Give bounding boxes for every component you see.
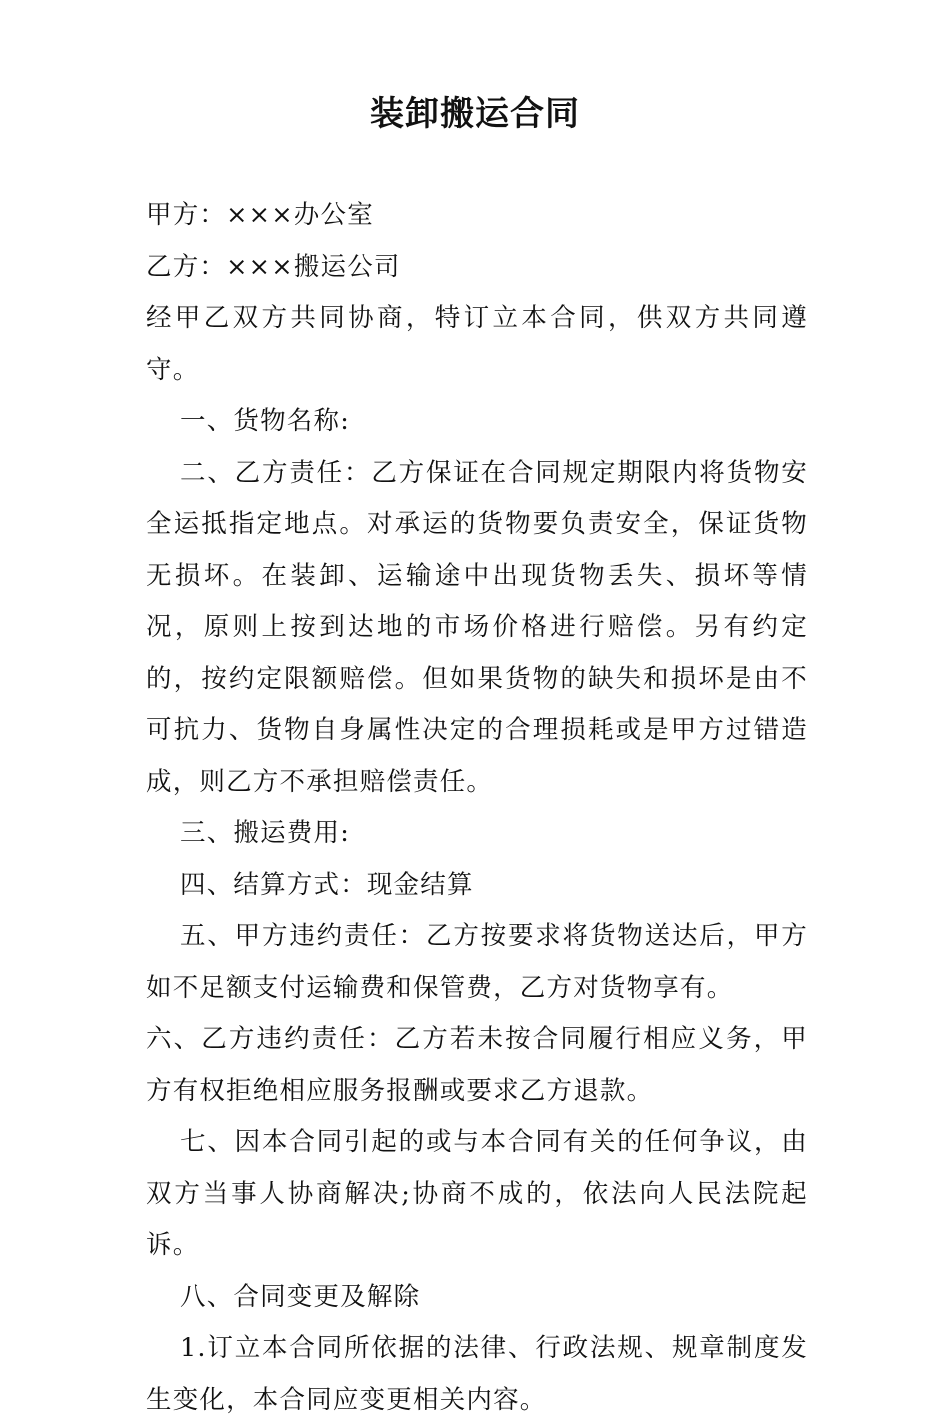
clause-1-goods-name: 一、货物名称: [180,406,350,436]
clause-3-handling-fee: 三、搬运费用: [180,818,350,848]
party-b-line: 乙方：×××搬运公司 [146,251,401,282]
page-title: 装卸搬运合同 [370,94,580,134]
clause-7-disputes: 七、因本合同引起的或与本合同有关的任何争议，由双方当事人协商解决;协商不成的，依法向人民法院起诉。 [146,1127,808,1260]
clause-4-settlement: 四、结算方式：现金结算 [180,869,474,900]
clause-6-party-b-breach: 六、乙方违约责任：乙方若未按合同履行相应义务，甲方有权拒绝相应服务报酬或要求乙方退款。 [146,1024,808,1106]
clause-8-heading: 八、合同变更及解除 [180,1281,421,1312]
clause-5-party-a-breach: 五、甲方违约责任：乙方按要求将货物送达后，甲方如不足额支付运输费和保管费，乙方对货物享有。 [146,921,808,1003]
clause-2-party-b-duty: 二、乙方责任：乙方保证在合同规定期限内将货物安全运抵指定地点。对承运的货物要负责安全，保证货物无损坏。在装卸、运输途中出现货物丢失、损坏等情况，原则上按到达地的市场价格进行赔偿。另有约定的，按约定限额赔偿。但如果货物的缺失和损坏是由不可抗力、货物自身属性决定的合理损耗或是甲方过错造成，则乙方不承担赔偿责任。 [146,457,808,797]
preamble-paragraph: 经甲乙双方共同协商，特订立本合同，供双方共同遵守。 [146,303,808,385]
document-body [146,190,808,1426]
party-a-line: 甲方：×××办公室 [146,200,374,230]
clause-8-item-1: 1.订立本合同所依据的法律、行政法规、规章制度发生变化，本合同应变更相关内容。 [146,1333,808,1415]
